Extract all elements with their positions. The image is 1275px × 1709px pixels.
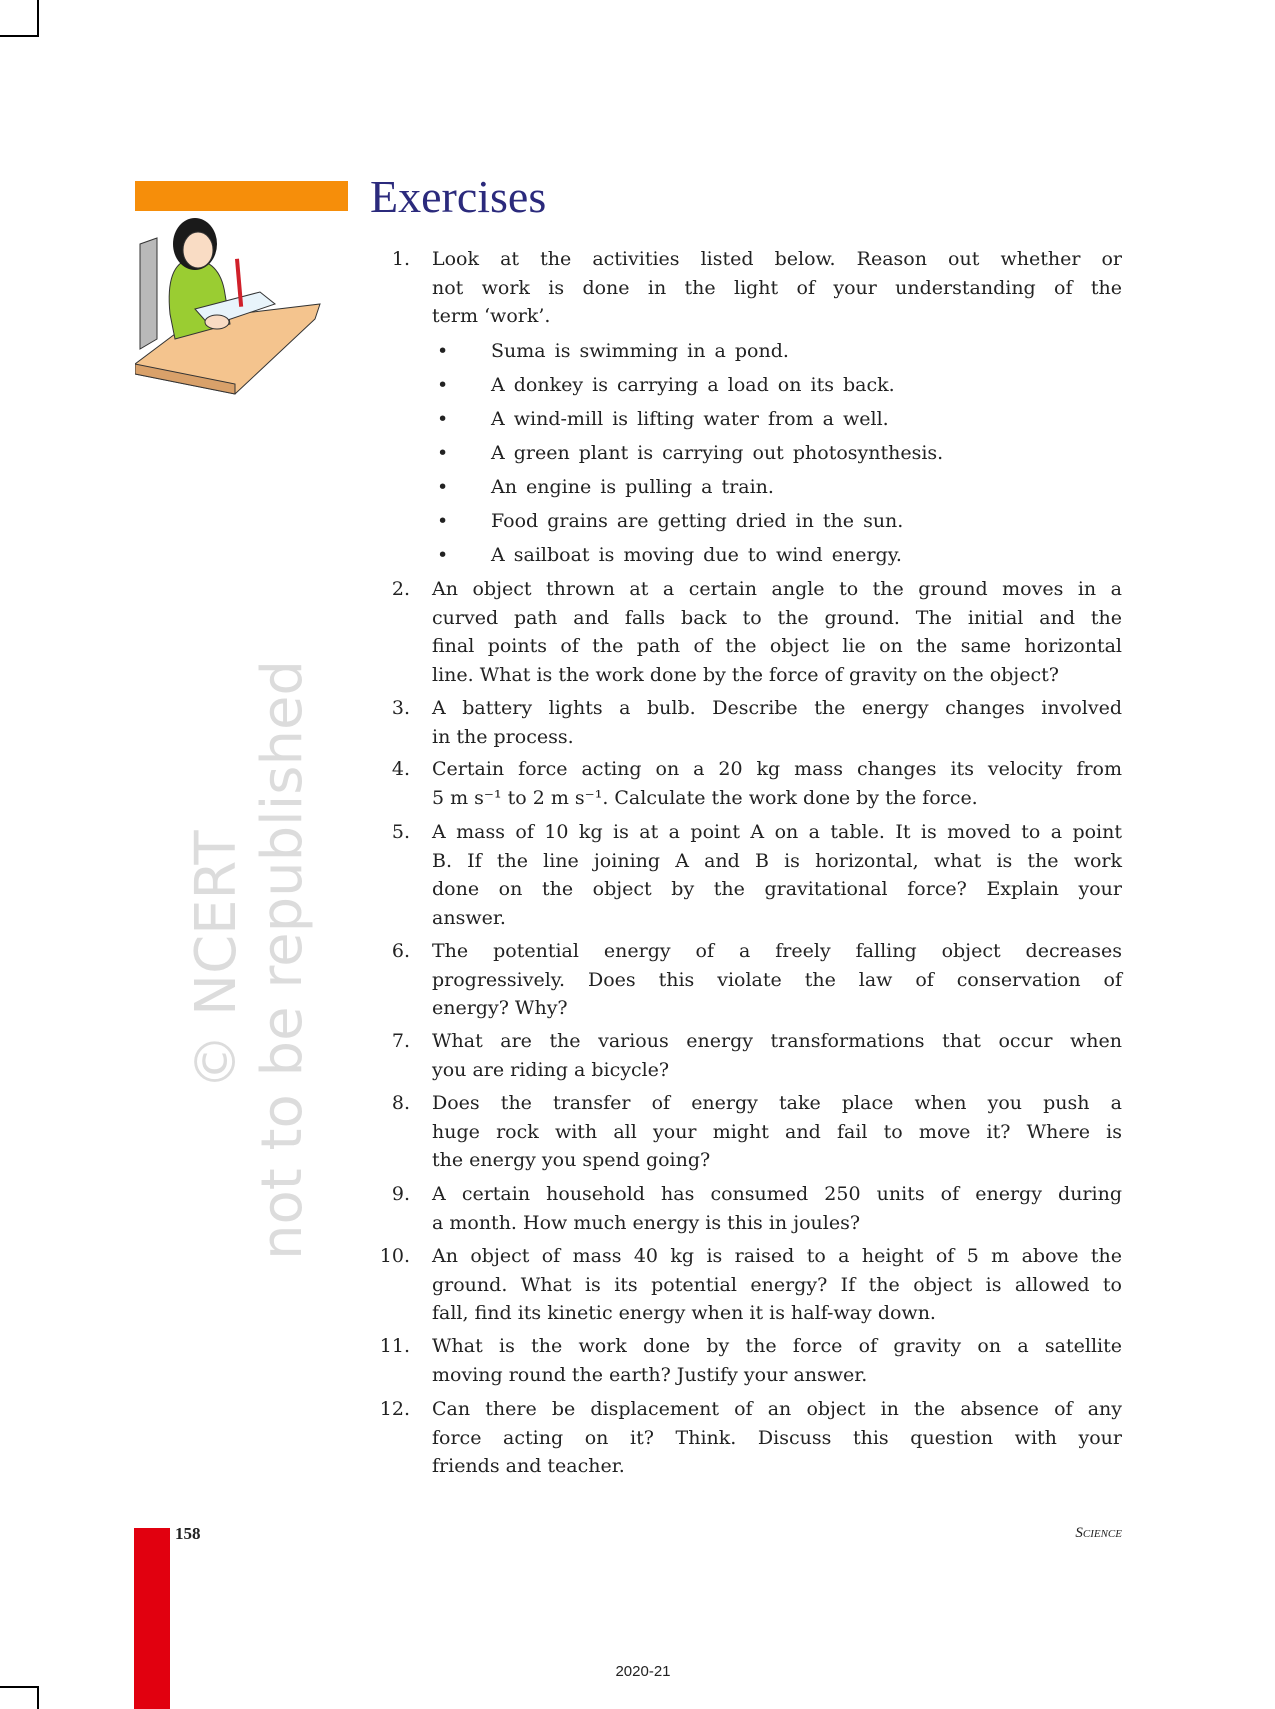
exercise-text-line: in the process. [432, 725, 574, 748]
activity-list-item: A donkey is carrying a load on its back. [491, 374, 895, 396]
exercise-number: 2. [391, 578, 410, 600]
bullet-icon: • [437, 544, 449, 566]
exercise-text-line: Look at the activities listed below. Reason out whether or [432, 248, 1122, 270]
exercise-text-line: Certain force acting on a 20 kg mass changes its velocity from [432, 758, 1122, 780]
activity-list-item: Food grains are getting dried in the sun. [491, 510, 904, 532]
bullet-icon: • [437, 340, 449, 362]
exercise-number: 11. [379, 1335, 410, 1357]
exercise-text-line: B. If the line joining A and B is horizontal, what is the work [432, 849, 1122, 872]
exercise-text-line: curved path and falls back to the ground. The initial and the [432, 606, 1122, 629]
exercise-number: 10. [379, 1245, 410, 1267]
crop-mark-bottom-horizontal [0, 1686, 39, 1688]
exercise-text-line: ground. What is its potential energy? If the object is allowed to [432, 1273, 1122, 1296]
exercise-text-line: An object thrown at a certain angle to the ground moves in a [432, 578, 1122, 600]
bullet-icon: • [437, 408, 449, 430]
bullet-icon: • [437, 510, 449, 532]
exercise-text-line: 5 m s⁻¹ to 2 m s⁻¹. Calculate the work done by the force. [432, 786, 978, 809]
exercise-text-line: Can there be displacement of an object in the absence of any [432, 1398, 1122, 1420]
exercise-text-line: final points of the path of the object lie on the same horizontal [432, 635, 1122, 657]
activity-list-item: A sailboat is moving due to wind energy. [491, 544, 902, 566]
exercise-text-line: A battery lights a bulb. Describe the energy changes involved [432, 697, 1122, 719]
exercise-text-line: progressively. Does this violate the law of conservation of [432, 968, 1122, 991]
exercise-text-line: What is the work done by the force of gravity on a satellite [432, 1335, 1122, 1357]
exercise-number: 1. [391, 248, 410, 270]
page-number: 158 [175, 1524, 201, 1543]
activity-list-item: An engine is pulling a train. [491, 476, 774, 498]
crop-mark-top-horizontal [0, 35, 39, 37]
watermark-line: © NCERT [184, 830, 249, 1090]
exercise-text-line: done on the object by the gravitational force? Explain your [432, 878, 1122, 900]
edition-year: 2020-21 [615, 1663, 671, 1680]
crop-mark-top-vertical [37, 0, 39, 37]
running-title: Science [1075, 1525, 1122, 1541]
exercise-text-line: the energy you spend going? [432, 1149, 711, 1171]
footer-accent-bar [134, 1528, 170, 1709]
exercise-text-line: Does the transfer of energy take place when you push a [432, 1092, 1122, 1114]
bullet-icon: • [437, 476, 449, 498]
activity-list-item: A wind-mill is lifting water from a well. [491, 408, 889, 430]
exercise-text-line: fall, find its kinetic energy when it is half-way down. [432, 1302, 936, 1324]
exercise-number: 3. [391, 697, 410, 719]
exercise-text-line: energy? Why? [432, 997, 568, 1019]
exercise-text-line: A mass of 10 kg is at a point A on a table. It is moved to a point [432, 821, 1122, 843]
page-title: Exercises [370, 171, 547, 222]
exercise-number: 4. [391, 758, 410, 780]
exercise-text-line: a month. How much energy is this in joules? [432, 1211, 861, 1234]
exercise-text-line: line. What is the work done by the force of gravity on the object? [432, 663, 1059, 686]
crop-mark-bottom-vertical [37, 1686, 39, 1709]
exercise-text-line: What are the various energy transformations that occur when [432, 1030, 1122, 1052]
watermark-line: not to be republished [250, 660, 315, 1260]
bullet-icon: • [437, 374, 449, 396]
activity-list-item: A green plant is carrying out photosynthesis. [491, 442, 944, 464]
exercise-number: 5. [391, 821, 410, 843]
exercise-text-line: you are riding a bicycle? [432, 1058, 670, 1081]
bullet-icon: • [437, 442, 449, 464]
exercise-text-line: A certain household has consumed 250 units of energy during [432, 1183, 1122, 1205]
girl-studying-illustration [135, 214, 340, 400]
exercise-text-line: An object of mass 40 kg is raised to a height of 5 m above the [432, 1245, 1122, 1267]
exercise-text-line: force acting on it? Think. Discuss this question with your [432, 1426, 1122, 1449]
exercise-text-line: term ‘work’. [432, 305, 551, 327]
exercise-text-line: not work is done in the light of your understanding of the [432, 276, 1122, 299]
exercise-number: 9. [391, 1183, 410, 1205]
exercise-text-line: moving round the earth? Justify your answer. [432, 1363, 868, 1386]
exercise-text-line: huge rock with all your might and fail to move it? Where is [432, 1120, 1122, 1143]
exercise-text-line: answer. [432, 906, 506, 929]
watermark [184, 660, 316, 1260]
exercise-number: 12. [379, 1398, 410, 1420]
section-accent-bar [135, 181, 348, 211]
exercise-number: 8. [391, 1092, 410, 1114]
exercise-text-line: friends and teacher. [432, 1455, 625, 1477]
activity-list-item: Suma is swimming in a pond. [491, 340, 789, 362]
exercise-number: 6. [391, 940, 410, 962]
exercise-number: 7. [391, 1030, 410, 1052]
exercise-text-line: The potential energy of a freely falling object decreases [432, 940, 1122, 962]
